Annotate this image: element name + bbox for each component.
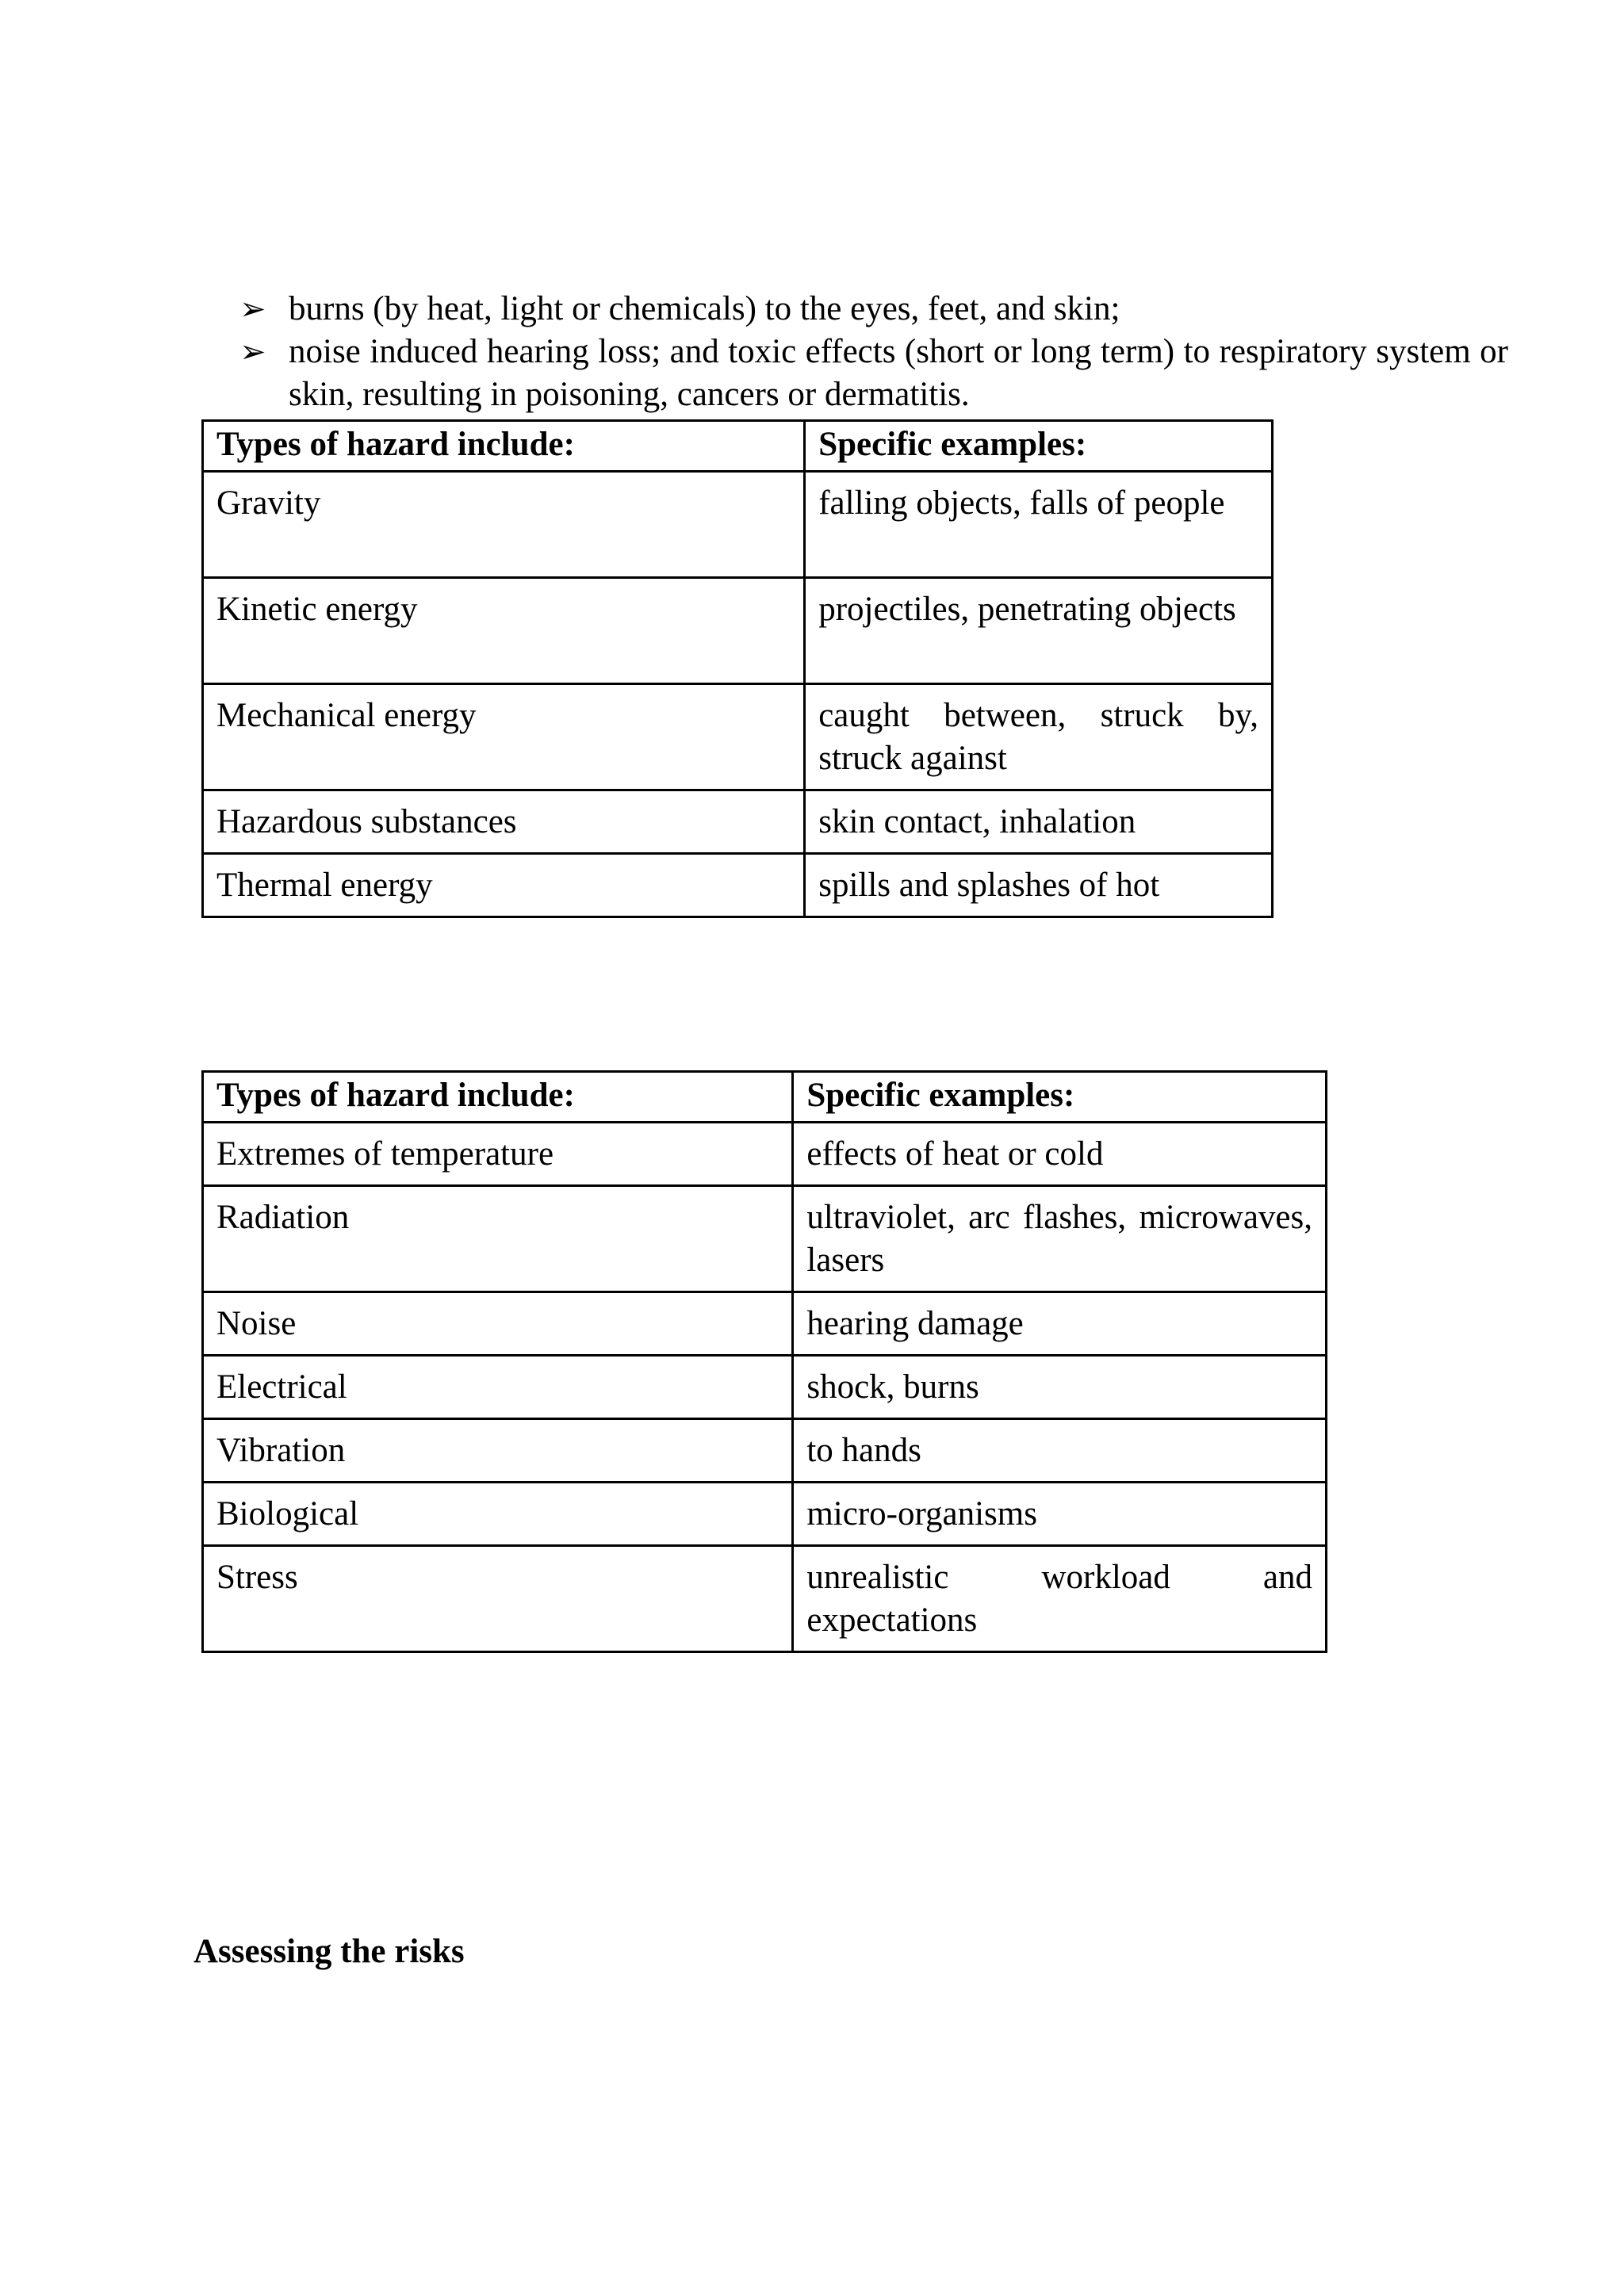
- table-row: [203, 1419, 1327, 1483]
- column-header-type: Types of hazard include:: [203, 1072, 793, 1123]
- example-cell: ultraviolet, arc flashes, microwaves, lasers: [793, 1186, 1327, 1292]
- column-header-type: Types of hazard include:: [203, 421, 805, 472]
- bullet-item: [239, 288, 1508, 331]
- column-header-examples: Specific examples:: [805, 421, 1273, 472]
- table-row: [203, 1186, 1327, 1292]
- hazard-type-cell: Biological: [203, 1483, 793, 1546]
- hazard-type-cell: Noise: [203, 1292, 793, 1356]
- table-row: [203, 684, 1273, 790]
- hazard-type-cell: Thermal energy: [203, 854, 805, 917]
- example-cell: unrealistic workload and expectations: [793, 1546, 1327, 1652]
- hazard-type-cell: Electrical: [203, 1356, 793, 1419]
- arrow-bullet-icon: ➢: [239, 334, 266, 369]
- table-row: [203, 578, 1273, 684]
- hazard-type-cell: Extremes of temperature: [203, 1123, 793, 1186]
- bullet-item: [239, 331, 1508, 416]
- bullet-text: noise induced hearing loss; and toxic effects (short or long term) to respiratory system or skin, resulting in poisoning, cancers or dermatitis.: [289, 333, 1508, 413]
- example-cell: falling objects, falls of people: [805, 472, 1273, 578]
- table-row: [203, 1483, 1327, 1546]
- hazard-type-cell: Vibration: [203, 1419, 793, 1483]
- hazard-type-cell: Stress: [203, 1546, 793, 1652]
- example-cell: effects of heat or cold: [793, 1123, 1327, 1186]
- example-cell: spills and splashes of hot: [805, 854, 1273, 917]
- table-header-row: [203, 1072, 1327, 1123]
- section-heading: Assessing the risks: [193, 1933, 465, 1970]
- hazard-type-cell: Gravity: [203, 472, 805, 578]
- table-row: [203, 790, 1273, 854]
- hazard-type-cell: Kinetic energy: [203, 578, 805, 684]
- example-cell: shock, burns: [793, 1356, 1327, 1419]
- table-row: [203, 472, 1273, 578]
- example-cell: micro-organisms: [793, 1483, 1327, 1546]
- table-row: [203, 854, 1273, 917]
- hazard-table-2: [201, 1070, 1327, 1653]
- arrow-bullet-icon: ➢: [239, 291, 266, 327]
- example-cell: to hands: [793, 1419, 1327, 1483]
- table-row: [203, 1546, 1327, 1652]
- column-header-examples: Specific examples:: [793, 1072, 1327, 1123]
- hazard-type-cell: Mechanical energy: [203, 684, 805, 790]
- hazard-type-cell: Radiation: [203, 1186, 793, 1292]
- example-cell: caught between, struck by, struck against: [805, 684, 1273, 790]
- example-cell: projectiles, penetrating objects: [805, 578, 1273, 684]
- table-row: [203, 1356, 1327, 1419]
- table-row: [203, 1292, 1327, 1356]
- example-cell: skin contact, inhalation: [805, 790, 1273, 854]
- bullet-list: [239, 288, 1508, 416]
- table-header-row: [203, 421, 1273, 472]
- table-row: [203, 1123, 1327, 1186]
- example-cell: hearing damage: [793, 1292, 1327, 1356]
- bullet-text: burns (by heat, light or chemicals) to the eyes, feet, and skin;: [289, 290, 1120, 327]
- hazard-type-cell: Hazardous substances: [203, 790, 805, 854]
- hazard-table-1: [201, 419, 1274, 918]
